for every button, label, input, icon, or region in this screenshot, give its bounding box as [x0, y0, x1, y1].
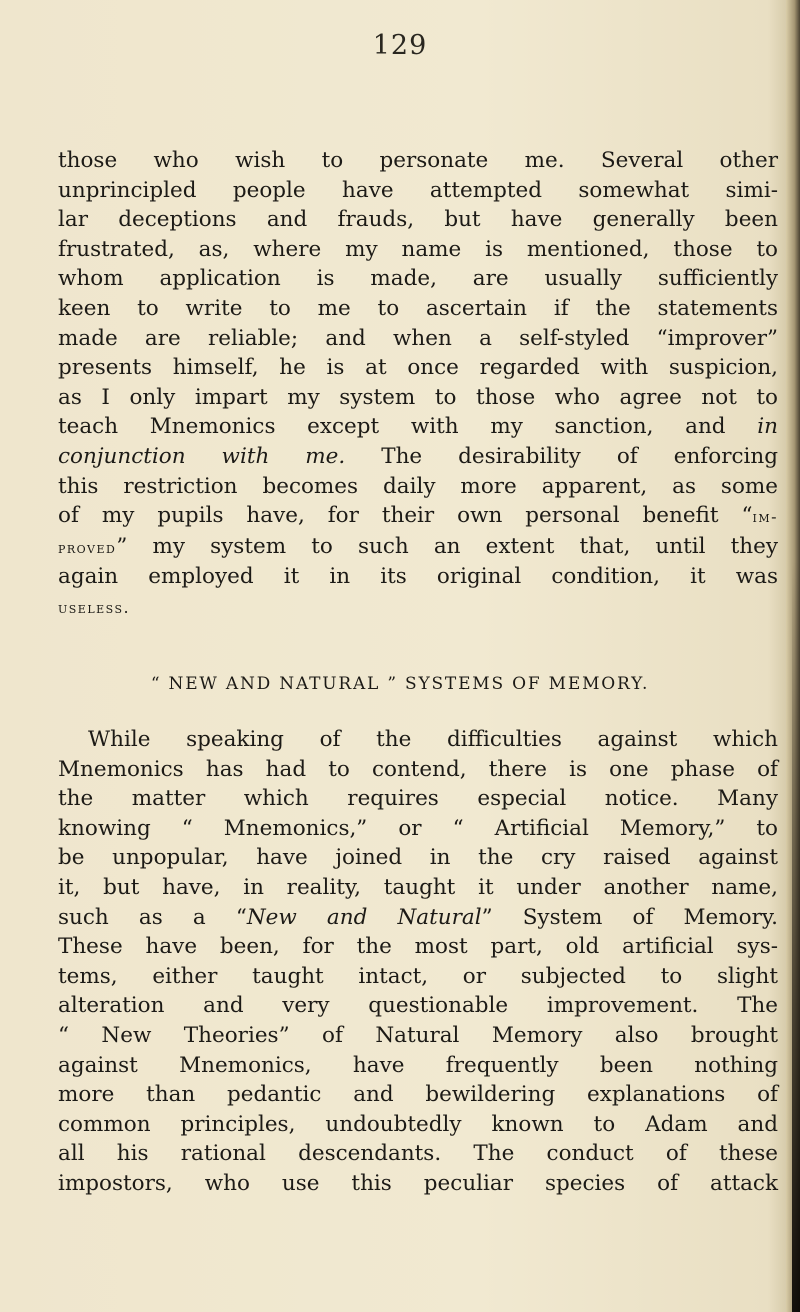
- italic-fragment: conjunction with me.: [58, 443, 346, 469]
- text-fragment: ” my system to such an extent that, until they: [116, 533, 778, 559]
- text-line: more than pedantic and bewildering explanations of: [58, 1082, 778, 1108]
- text-line: be unpopular, have joined in the cry raised against: [58, 845, 778, 871]
- text-line: again employed it in its original condition, it was: [58, 564, 778, 590]
- paragraph-1: [58, 146, 778, 623]
- text-line: knowing “ Mnemonics,” or “ Artificial Memory,” to: [58, 815, 778, 841]
- text-fragment: ” System of Memory.: [481, 904, 779, 930]
- page-edge-dark: [792, 560, 800, 1312]
- section-heading: “ NEW AND NATURAL ” SYSTEMS OF MEMORY.: [150, 674, 650, 694]
- text-line: this restriction becomes daily more apparent, as some: [58, 473, 778, 499]
- text-line: alteration and very questionable improvement. The: [58, 993, 778, 1019]
- text-line: [58, 412, 778, 442]
- text-line: those who wish to personate me. Several other: [58, 148, 778, 173]
- text-line: While speaking of the difficulties against which: [88, 727, 778, 752]
- text-line: common principles, undoubtedly known to Adam and: [58, 1111, 778, 1137]
- smallcaps-fragment: im-: [752, 507, 778, 527]
- italic-fragment: in: [757, 414, 778, 440]
- text-fragment: such as a “: [58, 904, 247, 930]
- text-line: whom application is made, are usually sufficiently: [58, 266, 778, 292]
- text-line: unprincipled people have attempted somewhat simi-: [58, 177, 778, 203]
- text-line: [58, 903, 778, 933]
- text-line: These have been, for the most part, old artificial sys-: [58, 934, 778, 960]
- text-fragment: teach Mnemonics except with my sanction, and: [58, 414, 726, 440]
- text-fragment: of my pupils have, for their own personal benefit “: [58, 503, 753, 529]
- smallcaps-fragment: useless.: [58, 597, 131, 617]
- text-line: [58, 501, 778, 532]
- text-line: tems, either taught intact, or subjected to slight: [58, 963, 778, 989]
- text-line: against Mnemonics, have frequently been nothing: [58, 1052, 778, 1078]
- page-number: 129: [372, 30, 428, 61]
- text-line: “ New Theories” of Natural Memory also brought: [58, 1022, 778, 1048]
- text-line: made are reliable; and when a self-styled “improver”: [58, 325, 778, 351]
- text-line: Mnemonics has had to contend, there is one phase of: [58, 756, 778, 782]
- text-line: frustrated, as, where my name is mentioned, those to: [58, 236, 778, 262]
- text-line: keen to write to me to ascertain if the statements: [58, 295, 778, 321]
- text-line: it, but have, in reality, taught it under another name,: [58, 874, 778, 900]
- text-line: all his rational descendants. The conduct of these: [58, 1141, 778, 1167]
- text-line: lar deceptions and frauds, but have generally been: [58, 207, 778, 233]
- text-line: impostors, who use this peculiar species of attack: [58, 1170, 778, 1196]
- smallcaps-fragment: proved: [58, 537, 117, 557]
- text-line: [58, 592, 778, 623]
- paragraph-2: [58, 725, 778, 1199]
- text-line: presents himself, he is at once regarded with suspicion,: [58, 355, 778, 381]
- text-line: as I only impart my system to those who agree not to: [58, 384, 778, 410]
- text-line: [58, 532, 778, 563]
- text-fragment: The desirability of enforcing: [381, 443, 778, 469]
- text-line: [58, 442, 778, 472]
- italic-fragment: New and Natural: [246, 904, 482, 930]
- text-line: the matter which requires especial notice. Many: [58, 786, 778, 812]
